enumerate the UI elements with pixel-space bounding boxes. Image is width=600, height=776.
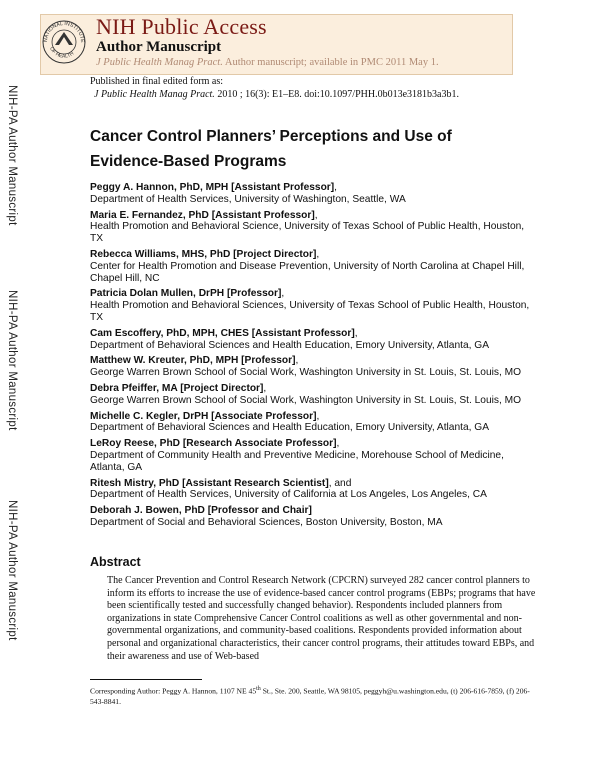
author-name: Deborah J. Bowen, PhD [Professor and Chair] (90, 505, 312, 517)
author-affiliation: Department of Behavioral Sciences and Health Education, Emory University, Atlanta, GA (90, 422, 490, 434)
author-entry: Matthew W. Kreuter, PhD, MPH [Professor], George Warren Brown School of Social Work, Washington University in St. Louis, St. Louis, MO (90, 355, 535, 379)
author-name: Michelle C. Kegler, DrPH [Associate Professor] (90, 410, 317, 422)
author-name: Cam Escoffery, PhD, MPH, CHES [Assistant Professor] (90, 327, 355, 339)
author-entry: Debra Pfeiffer, MA [Project Director], George Warren Brown School of Social Work, Washington University in St. Louis, St. Louis, MO (90, 383, 535, 407)
side-label-3: NIH-PA Author Manuscript (6, 500, 18, 641)
nih-seal-logo (41, 15, 87, 69)
author-name: Debra Pfeiffer, MA [Project Director] (90, 382, 264, 394)
author-affiliation: Department of Health Services, University of Washington, Seattle, WA (90, 193, 406, 205)
author-entry: Patricia Dolan Mullen, DrPH [Professor], Health Promotion and Behavioral Sciences, University of Texas School of Public Health, Houston, TX (90, 288, 535, 323)
author-entry: LeRoy Reese, PhD [Research Associate Professor], Department of Community Health and Preventive Medicine, Morehouse School of Medicine, Atlanta, GA (90, 438, 535, 473)
banner-journal: J Public Health Manag Pract. (96, 57, 223, 68)
banner-subtitle: Author Manuscript (96, 39, 222, 55)
author-name: Maria E. Fernandez, PhD [Assistant Professor] (90, 209, 315, 221)
banner-title: NIH Public Access (96, 14, 267, 39)
author-affiliation: George Warren Brown School of Social Work, Washington University in St. Louis, St. Louis, MO (90, 394, 522, 406)
author-name: Matthew W. Kreuter, PhD, MPH [Professor] (90, 355, 296, 367)
author-name: LeRoy Reese, PhD [Research Associate Professor] (90, 438, 337, 450)
banner-availability: Author manuscript; available in PMC 2011 May 1. (222, 57, 439, 68)
author-entry: Rebecca Williams, MHS, PhD [Project Director], Center for Health Promotion and Disease Prevention, University of North Carolina at Chapel Hill, Chapel Hill, NC (90, 249, 535, 284)
author-entry (90, 505, 535, 529)
author-entry: Ritesh Mistry, PhD [Assistant Research Scientist], and Department of Health Services, University of California at Los Angeles, Los Angeles, CA (90, 478, 535, 502)
side-label-1: NIH-PA Author Manuscript (6, 85, 18, 226)
author-affiliation: Department of Behavioral Sciences and Health Education, Emory University, Atlanta, GA (90, 339, 490, 351)
author-entry: Cam Escoffery, PhD, MPH, CHES [Assistant Professor], Department of Behavioral Sciences and Health Education, Emory University, Atlanta, GA (90, 328, 535, 352)
author-list (90, 182, 535, 533)
author-entry: Peggy A. Hannon, PhD, MPH [Assistant Professor], Department of Health Services, University of Washington, Seattle, WA (90, 182, 535, 206)
svg-text:OF HEALTH: OF HEALTH (48, 46, 76, 60)
corresponding-author-note: Corresponding Author: Peggy A. Hannon, 1107 NE 45th St., Ste. 200, Seattle, WA 98105, peggyh@u.washington.edu, (t) 206-616-7859, (f) 206-543-8841. (90, 686, 530, 707)
author-entry: Michelle C. Kegler, DrPH [Associate Professor], Department of Behavioral Sciences and Health Education, Emory University, Atlanta, GA (90, 411, 535, 435)
author-name: Ritesh Mistry, PhD [Assistant Research Scientist] (90, 477, 329, 489)
side-label-2: NIH-PA Author Manuscript (6, 290, 18, 431)
published-line: Published in final edited form as: (90, 76, 224, 87)
footnote-divider (90, 679, 202, 680)
author-affiliation: Health Promotion and Behavioral Science, University of Texas School of Public Health, Houston, TX (90, 221, 525, 245)
author-affiliation: Health Promotion and Behavioral Sciences, University of Texas School of Public Health, Houston, TX (90, 300, 530, 323)
author-entry: Maria E. Fernandez, PhD [Assistant Professor], Health Promotion and Behavioral Science, University of Texas School of Public Health, Houston, TX (90, 210, 535, 245)
author-affiliation: Department of Health Services, University of California at Los Angeles, Los Angeles, CA (90, 489, 487, 501)
abstract-heading: Abstract (90, 555, 141, 569)
author-affiliation: Department of Social and Behavioral Sciences, Boston University, Boston, MA (90, 516, 443, 528)
banner-citation (96, 57, 439, 68)
abstract-text: The Cancer Prevention and Control Research Network (CPCRN) surveyed 282 cancer control planners to inform its efforts to increase the use of evidence-based cancer control programs (EBPs; programs that have been scientifically tested and successfully changed behavior). Respondents included planners from organizations in state Comprehensive Cancer Control coalitions as well as other governmental and non-governmental organizations, and community-based coalitions. Respondents provided information about personal and organizational characteristics, their cancer control programs, their attitudes toward EBPs, and their awareness and use of Web-based (107, 575, 536, 662)
published-info (90, 75, 459, 101)
author-affiliation: Center for Health Promotion and Disease Prevention, University of North Carolina at Chapel Hill, Chapel Hill, NC (90, 260, 525, 284)
author-affiliation: George Warren Brown School of Social Work, Washington University in St. Louis, St. Louis, MO (90, 367, 522, 379)
svg-text:NATIONAL INSTITUTES: NATIONAL INSTITUTE (42, 20, 86, 43)
author-affiliation: Department of Community Health and Preventive Medicine, Morehouse School of Medicine, Atlanta, GA (90, 449, 504, 473)
author-name: Peggy A. Hannon, PhD, MPH [Assistant Professor] (90, 182, 335, 193)
published-citation: J Public Health Manag Pract. 2010 ; 16(3): E1–E8. doi:10.1097/PHH.0b013e3181b3a3b1. (94, 89, 459, 100)
author-name: Rebecca Williams, MHS, PhD [Project Director] (90, 248, 317, 260)
article-title: Cancer Control Planners’ Perceptions and Use of Evidence-Based Programs (90, 128, 452, 170)
author-name: Patricia Dolan Mullen, DrPH [Professor] (90, 288, 282, 300)
